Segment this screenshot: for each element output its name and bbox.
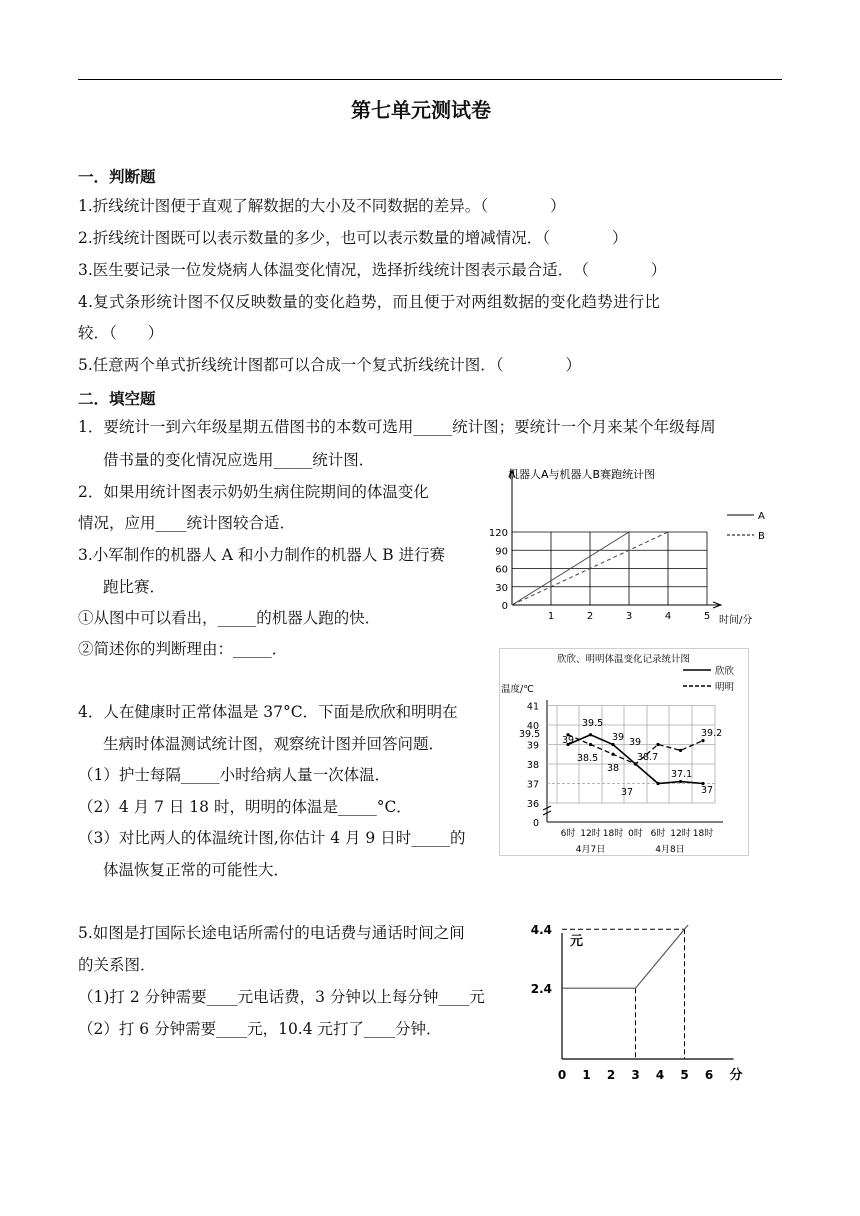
y-tick-label: 36 (526, 799, 539, 810)
x-tick-label: 2 (586, 611, 594, 622)
y-tick-label: 90 (495, 546, 508, 558)
data-point (701, 739, 704, 742)
data-point (656, 743, 659, 746)
chart-title: 机器人A与机器人B赛跑统计图 (508, 468, 656, 481)
x-tick-label: 1 (547, 611, 555, 622)
fill-q3-line2: 跑比赛． (103, 578, 166, 596)
x-tick-label: 4 (655, 1068, 665, 1082)
legend-label: 欣欣 (715, 666, 735, 677)
x-tick-label: 3 (625, 611, 633, 622)
y-tick-label: 30 (495, 582, 508, 594)
data-label: 39.5 (582, 718, 604, 729)
x-tick-label: 6 (704, 1068, 714, 1082)
robot-race-chart (486, 460, 776, 635)
data-label: 37.1 (671, 769, 693, 780)
judge-item-3: 3.医生要记录一位发烧病人体温变化情况，选择折线统计图表示最合适． （ ） (78, 261, 667, 279)
fill-q4-sub3a: （3）对比两人的体温统计图,你估计 4 月 9 日时_____的 (78, 829, 466, 847)
y-tick-label: 38 (526, 760, 539, 771)
data-point (611, 743, 614, 746)
data-point (589, 733, 592, 736)
fill-q3-line1: 3.小军制作的机器人 A 和小力制作的机器人 B 进行赛 (78, 546, 446, 564)
phone-fee-chart (520, 925, 760, 1085)
x-tick-label: 0时 (628, 829, 643, 839)
chart-title: 欣欣、明明体温变化记录统计图 (557, 654, 691, 665)
data-point (656, 782, 659, 785)
x-tick-label: 2 (606, 1068, 616, 1082)
fill-q2-line2: 情况，应用____统计图较合适． (78, 514, 296, 532)
judge-item-4-cont: 较．（ ） (78, 324, 164, 342)
x-group-label: 4月8日 (655, 845, 685, 855)
fill-q4-sub3b: 体温恢复正常的可能性大． (103, 861, 290, 879)
data-label: 39.5 (519, 729, 541, 740)
y-tick-label: 40 (526, 721, 539, 732)
y-tick-label: 37 (526, 779, 539, 791)
y-tick-label: 4.4 (530, 925, 552, 938)
legend-label: B (758, 531, 765, 542)
x-tick-label: 5 (680, 1068, 689, 1082)
judge-item-4: 4.复式条形统计图不仅反映数量的变化趋势，而且便于对两组数据的变化趋势进行比 (78, 293, 661, 311)
fill-q4-line2: 生病时体温测试统计图，观察统计图并回答问题． (103, 735, 445, 753)
x-axis-label: 时间/分 (719, 615, 753, 626)
fill-q2-line1: 2．如果用统计图表示奶奶生病住院期间的体温变化 (78, 483, 429, 501)
data-point (589, 743, 592, 746)
x-tick-label: 12时 (580, 829, 601, 839)
y-tick-label: 120 (488, 528, 508, 539)
fill-q1-line2: 借书量的变化情况应选用_____统计图． (103, 451, 375, 469)
judge-item-5: 5.任意两个单式折线统计图都可以合成一个复式折线统计图．（ ） (78, 356, 582, 374)
fill-q4-sub2: （2）4 月 7 日 18 时，明明的体温是_____°C． (78, 798, 412, 816)
data-point (679, 749, 682, 752)
fill-q5-sub1: （1)打 2 分钟需要____元电话费，3 分钟以上每分钟____元 (78, 988, 485, 1006)
header-rule (78, 79, 782, 80)
y-tick-label: 41 (526, 701, 539, 713)
x-tick-label: 6时 (650, 829, 666, 839)
x-tick-label: 1 (582, 1068, 591, 1082)
data-label: 37 (621, 787, 634, 798)
x-tick-label: 12时 (670, 829, 691, 839)
section-heading-judge: 一．判断题 (78, 168, 156, 186)
fill-q1-line1: 1．要统计一到六年级星期五借图书的本数可选用_____统计图；要统计一个月来某个年级每周 (78, 418, 716, 436)
data-label: 38 (607, 763, 620, 774)
data-label: 37 (701, 785, 714, 796)
x-tick-label: 0 (557, 1068, 567, 1082)
y-tick-label: 60 (495, 564, 508, 576)
data-label: 38.7 (637, 752, 659, 763)
legend-label: 明明 (715, 682, 735, 693)
data-label: 39.2 (701, 728, 723, 739)
data-label: 39 (612, 732, 625, 743)
page-title: 第七单元测试卷 (351, 98, 491, 122)
data-label: 39 (629, 737, 642, 748)
x-tick-label: 18时 (602, 829, 624, 839)
y-tick-label: 2.4 (530, 982, 552, 997)
section-heading-fill: 二．填空题 (78, 390, 156, 408)
fill-q4-sub1: （1）护士每隔_____小时给病人量一次体温． (78, 766, 391, 784)
x-tick-label: 4 (664, 611, 672, 622)
fill-q3-sub2: ②简述你的判断理由：_____． (78, 640, 288, 658)
y-axis-label: 温度/℃ (501, 684, 534, 695)
x-tick-label: 18时 (692, 829, 714, 839)
fill-q4-line1: 4．人在健康时正常体温是 37°C．下面是欣欣和明明在 (78, 703, 458, 721)
judge-item-2: 2.折线统计图既可以表示数量的多少，也可以表示数量的增减情况．（ ） (78, 229, 628, 247)
y-tick-label: 0 (532, 818, 539, 829)
data-label: 39 (562, 735, 575, 746)
x-axis-label: 分 (729, 1068, 743, 1083)
x-group-label: 4月7日 (575, 845, 606, 855)
data-point (679, 780, 682, 783)
x-tick-label: 5 (703, 611, 711, 622)
fill-q5-sub2: （2）打 6 分钟需要____元，10.4 元打了____分钟． (78, 1020, 442, 1038)
judge-item-1: 1.折线统计图便于直观了解数据的大小及不同数据的差异。（ ） (78, 197, 566, 215)
y-axis-label: 元 (570, 934, 584, 949)
fill-q5-line1: 5.如图是打国际长途电话所需付的电话费与通话时间之间 (78, 924, 465, 942)
data-label: 38.5 (577, 753, 599, 764)
data-point (611, 753, 614, 756)
y-tick-label: 39 (526, 740, 539, 752)
fill-q3-sub1: ①从图中可以看出，_____的机器人跑的快． (78, 609, 381, 627)
legend-label: A (758, 511, 765, 522)
y-tick-label: 0 (501, 601, 508, 612)
x-tick-label: 6时 (560, 829, 576, 839)
fill-q5-line2: 的关系图． (78, 956, 156, 974)
x-tick-label: 3 (631, 1068, 640, 1082)
temperature-chart (499, 648, 749, 856)
